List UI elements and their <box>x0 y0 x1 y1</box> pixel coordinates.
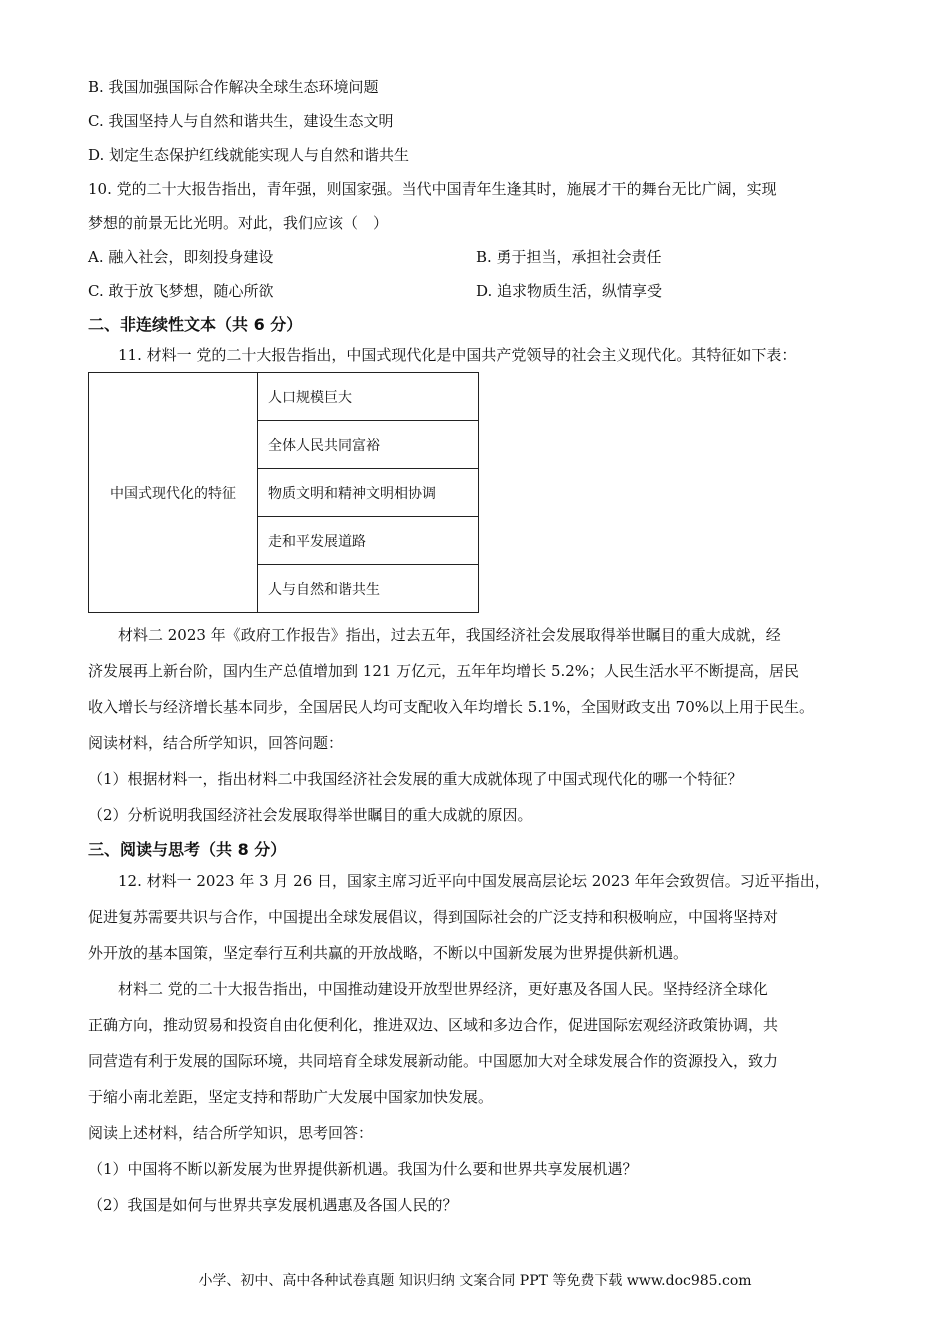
features-table-left-cell: 中国式现代化的特征 <box>89 373 258 613</box>
q12-material1-line3: 外开放的基本国策，坚定奉行互利共赢的开放战略，不断以中国新发展为世界提供新机遇。 <box>88 944 689 962</box>
q10-options-row2 <box>88 280 878 302</box>
q12-material2-line1: 材料二 党的二十大报告指出，中国推动建设开放型世界经济，更好惠及各国人民。坚持经济全球化 <box>118 980 768 998</box>
q11-material2-line3: 收入增长与经济增长基本同步，全国居民人均可支配收入年均增长 5.1%，全国财政支出 70%以上用于民生。 <box>88 698 814 716</box>
q12-material1-line1: 12. 材料一 2023 年 3 月 26 日，国家主席习近平向中国发展高层论坛 2023 年年会致贺信。习近平指出， <box>118 872 830 890</box>
q11-subquestion-2: （2）分析说明我国经济社会发展取得举世瞩目的重大成就的原因。 <box>88 806 533 824</box>
q12-material2-line3: 同营造有利于发展的国际环境，共同培育全球发展新动能。中国愿加大对全球发展合作的资源投入，致力 <box>88 1052 779 1070</box>
q10-options-row1 <box>88 246 878 268</box>
q12-material2-line4: 于缩小南北差距，坚定支持和帮助广大发展中国家加快发展。 <box>88 1088 494 1106</box>
q10-option-a: A. 融入社会，即刻投身建设 <box>88 248 274 266</box>
section2-heading: 二、非连续性文本（共 6 分） <box>88 315 303 334</box>
q11-subquestion-1: （1）根据材料一，指出材料二中我国经济社会发展的重大成就体现了中国式现代化的哪一个特征？ <box>88 770 743 788</box>
features-table-row: 全体人民共同富裕 <box>258 421 479 469</box>
q11-instruction: 阅读材料，结合所学知识，回答问题： <box>88 734 344 752</box>
q9-option-b: B. 我国加强国际合作解决全球生态环境问题 <box>88 78 379 96</box>
q11-material2-line2: 济发展再上新台阶，国内生产总值增加到 121 万亿元，五年年均增长 5.2%；人民生活水平不断提高，居民 <box>88 662 800 680</box>
q11-material2-line1: 材料二 2023 年《政府工作报告》指出，过去五年，我国经济社会发展取得举世瞩目的重大成就，经 <box>118 626 781 644</box>
features-table-row: 物质文明和精神文明相协调 <box>258 469 479 517</box>
q10-stem-line1: 10. 党的二十大报告指出，青年强，则国家强。当代中国青年生逢其时，施展才干的舞台无比广阔，实现 <box>88 180 777 198</box>
q9-option-c: C. 我国坚持人与自然和谐共生，建设生态文明 <box>88 112 394 130</box>
q12-material1-line2: 促进复苏需要共识与合作，中国提出全球发展倡议，得到国际社会的广泛支持和积极响应，中国将坚持对 <box>88 908 779 926</box>
q12-subquestion-2: （2）我国是如何与世界共享发展机遇惠及各国人民的？ <box>88 1196 458 1214</box>
features-table-row: 人口规模巨大 <box>258 373 479 421</box>
features-table-row: 走和平发展道路 <box>258 517 479 565</box>
q9-option-d: D. 划定生态保护红线就能实现人与自然和谐共生 <box>88 146 410 164</box>
q12-material2-line2: 正确方向，推动贸易和投资自由化便利化，推进双边、区域和多边合作，促进国际宏观经济政策协调，共 <box>88 1016 779 1034</box>
section3-heading: 三、阅读与思考（共 8 分） <box>88 840 287 859</box>
q10-option-b: B. 勇于担当，承担社会责任 <box>476 248 662 266</box>
q10-stem-line2: 梦想的前景无比光明。对此，我们应该（ ） <box>88 214 389 232</box>
page-footer: 小学、初中、高中各种试卷真题 知识归纳 文案合同 PPT 等免费下载 www.doc985.com <box>198 1273 752 1289</box>
exam-page <box>88 72 878 1223</box>
features-table-row: 人与自然和谐共生 <box>258 565 479 613</box>
features-table <box>88 372 479 613</box>
q11-intro: 11. 材料一 党的二十大报告指出，中国式现代化是中国共产党领导的社会主义现代化。其特征如下表： <box>118 346 797 364</box>
q12-instruction: 阅读上述材料，结合所学知识，思考回答： <box>88 1124 374 1142</box>
q10-option-c: C. 敢于放飞梦想，随心所欲 <box>88 282 274 300</box>
q10-option-d: D. 追求物质生活，纵情享受 <box>476 282 663 300</box>
q12-subquestion-1: （1）中国将不断以新发展为世界提供新机遇。我国为什么要和世界共享发展机遇？ <box>88 1160 638 1178</box>
